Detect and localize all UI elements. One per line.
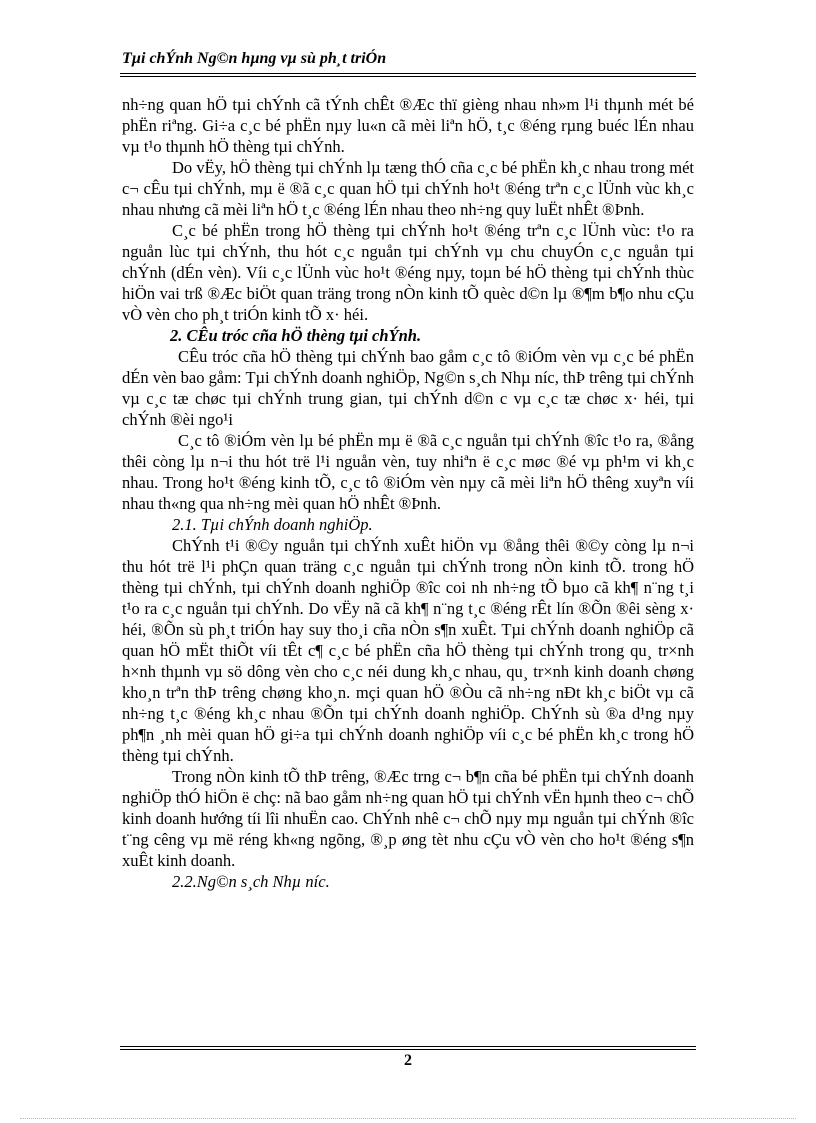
section-heading-2: 2. CÊu tróc cña hÖ thèng tµi chÝnh. <box>170 326 422 345</box>
paragraph-7: Trong nÒn kinh tÕ thÞ trêng, ®Æc trng c¬ b¶n cña bé phËn tµi chÝnh doanh nghiÖp thÓ hiÖn ë chç: nã bao gåm nh÷ng quan hÖ tµi chÝnh vËn hµnh theo c¬ chÕ kinh doanh hướng tíi lîi nhuËn cao. ChÝnh nhê c¬ chÕ nµy mµ nguån tµi chÝnh ®îc t¨ng cêng vµ më réng kh«ng ngõng, ®¸p øng tèt nhu cÇu vÒ vèn cho ho¹t ®éng s¶n xuÊt kinh doanh. <box>122 767 694 870</box>
footer-rule <box>120 1046 696 1047</box>
paragraph-2: Do vËy, hÖ thèng tµi chÝnh lµ tæng thÓ cña c¸c bé phËn kh¸c nhau trong mét c¬ cÊu tµi chÝnh, mµ ë ®ã c¸c quan hÖ tµi chÝnh ho¹t ®éng trªn c¸c lÜnh vùc kh¸c nhau nhưng cã mèi liªn hÖ t¸c ®éng lÉn nhau theo nh÷ng quy luËt nhÊt ®Þnh. <box>122 158 694 219</box>
page-number: 2 <box>404 1052 412 1069</box>
subsection-heading-2-2: 2.2.Ng©n s¸ch Nhµ níc. <box>172 872 330 891</box>
paragraph-5: C¸c tô ®iÓm vèn lµ bé phËn mµ ë ®ã c¸c nguån tµi chÝnh ®îc t¹o ra, ®ång thêi còng lµ n¬i thu hót trë l¹i nguån vèn, tuy nhiªn ë c¸c møc ®é vµ ph¹m vi kh¸c nhau. Trong ho¹t ®éng kinh tÕ, c¸c tô ®iÓm vèn nµy cã mèi liªn hÖ thêng xuyªn víi nhau th«ng qua nh÷ng mèi quan hÖ nhÊt ®Þnh. <box>122 431 694 513</box>
page-body <box>122 94 694 892</box>
paragraph-4: CÊu tróc cña hÖ thèng tµi chÝnh bao gåm c¸c tô ®iÓm vèn vµ c¸c bé phËn dÉn vèn bao gåm: Tµi chÝnh doanh nghiÖp, Ng©n s¸ch Nhµ níc, thÞ trêng tµi chÝnh vµ c¸c tæ chøc tµi chÝnh trung gian, tµi chÝnh d©n c vµ c¸c tæ chøc x· héi, tµi chÝnh ®èi ngo¹i <box>122 347 694 429</box>
paragraph-1: nh÷ng quan hÖ tµi chÝnh cã tÝnh chÊt ®Æc thï gièng nhau nh»m l¹i thµnh mét bé phËn riªng. Gi÷a c¸c bé phËn nµy lu«n cã mèi liªn hÖ, t¸c ®éng rµng buéc lÉn nhau vµ t¹o thµnh hÖ thèng tµi chÝnh. <box>122 95 694 156</box>
subsection-heading-2-1: 2.1. Tµi chÝnh doanh nghiÖp. <box>172 515 373 534</box>
footer-rule-secondary <box>120 1049 696 1050</box>
paragraph-6: ChÝnh t¹i ®©y nguån tµi chÝnh xuÊt hiÖn vµ ®ång thêi ®©y còng lµ n¬i thu hót trë l¹i phÇn quan träng c¸c nguån tµi chÝnh trong nÒn kinh tÕ. trong hÖ thèng tµi chÝnh, tµi chÝnh doanh nghiÖp ®îc coi nh nh÷ng tÕ bµo cã kh¶ n¨ng t¸i t¹o ra c¸c nguån tµi chÝnh. Do vËy nã cã kh¶ n¨ng t¸c ®éng rÊt lín ®Õn ®êi sèng x· héi, ®Õn sù ph¸t triÓn hay suy tho¸i cña nÒn s¶n xuÊt. Tµi chÝnh doanh nghiÖp cã quan hÖ mËt thiÕt víi tÊt c¶ c¸c bé phËn cña hÖ thèng tµi chÝnh trong qu¸ tr×nh h×nh thµnh vµ sö dông vèn cho c¸c néi dung kh¸c nhau, qu¸ tr×nh kinh doanh chøng kho¸n trªn thÞ trêng chøng kho¸n. mçi quan hÖ ®Òu cã nh÷ng nÐt kh¸c biÖt vµ cã nh÷ng t¸c ®éng kh¸c nhau ®Õn tµi chÝnh doanh nghiÖp. ChÝnh sù ®a d¹ng nµy ph¶n ¸nh mèi quan hÖ gi÷a tµi chÝnh doanh nghiÖp víi c¸c bé phËn kh¸c trong hÖ thèng tµi chÝnh. <box>122 536 694 765</box>
header-rule <box>120 73 696 74</box>
header-rule-secondary <box>120 76 696 77</box>
paragraph-3: C¸c bé phËn trong hÖ thèng tµi chÝnh ho¹t ®éng trªn c¸c lÜnh vùc: t¹o ra nguån lùc tµi chÝnh, thu hót c¸c nguån tµi chÝnh vµ chu chuyÓn c¸c nguån tµi chÝnh (dÉn vèn). Víi c¸c lÜnh vùc ho¹t ®éng nµy, toµn bé hÖ thèng tµi chÝnh thùc hiÖn vai trß ®Æc biÖt quan träng trong nÒn kinh tÕ quèc d©n lµ ®¶m b¶o nhu cÇu vÒ vèn cho ph¸t triÓn kinh tÕ x· héi. <box>122 221 694 324</box>
page-boundary-divider <box>20 1118 796 1119</box>
header-title: Tµi chÝnh Ng©n hµng vµ sù ph¸t triÓn <box>122 50 387 67</box>
